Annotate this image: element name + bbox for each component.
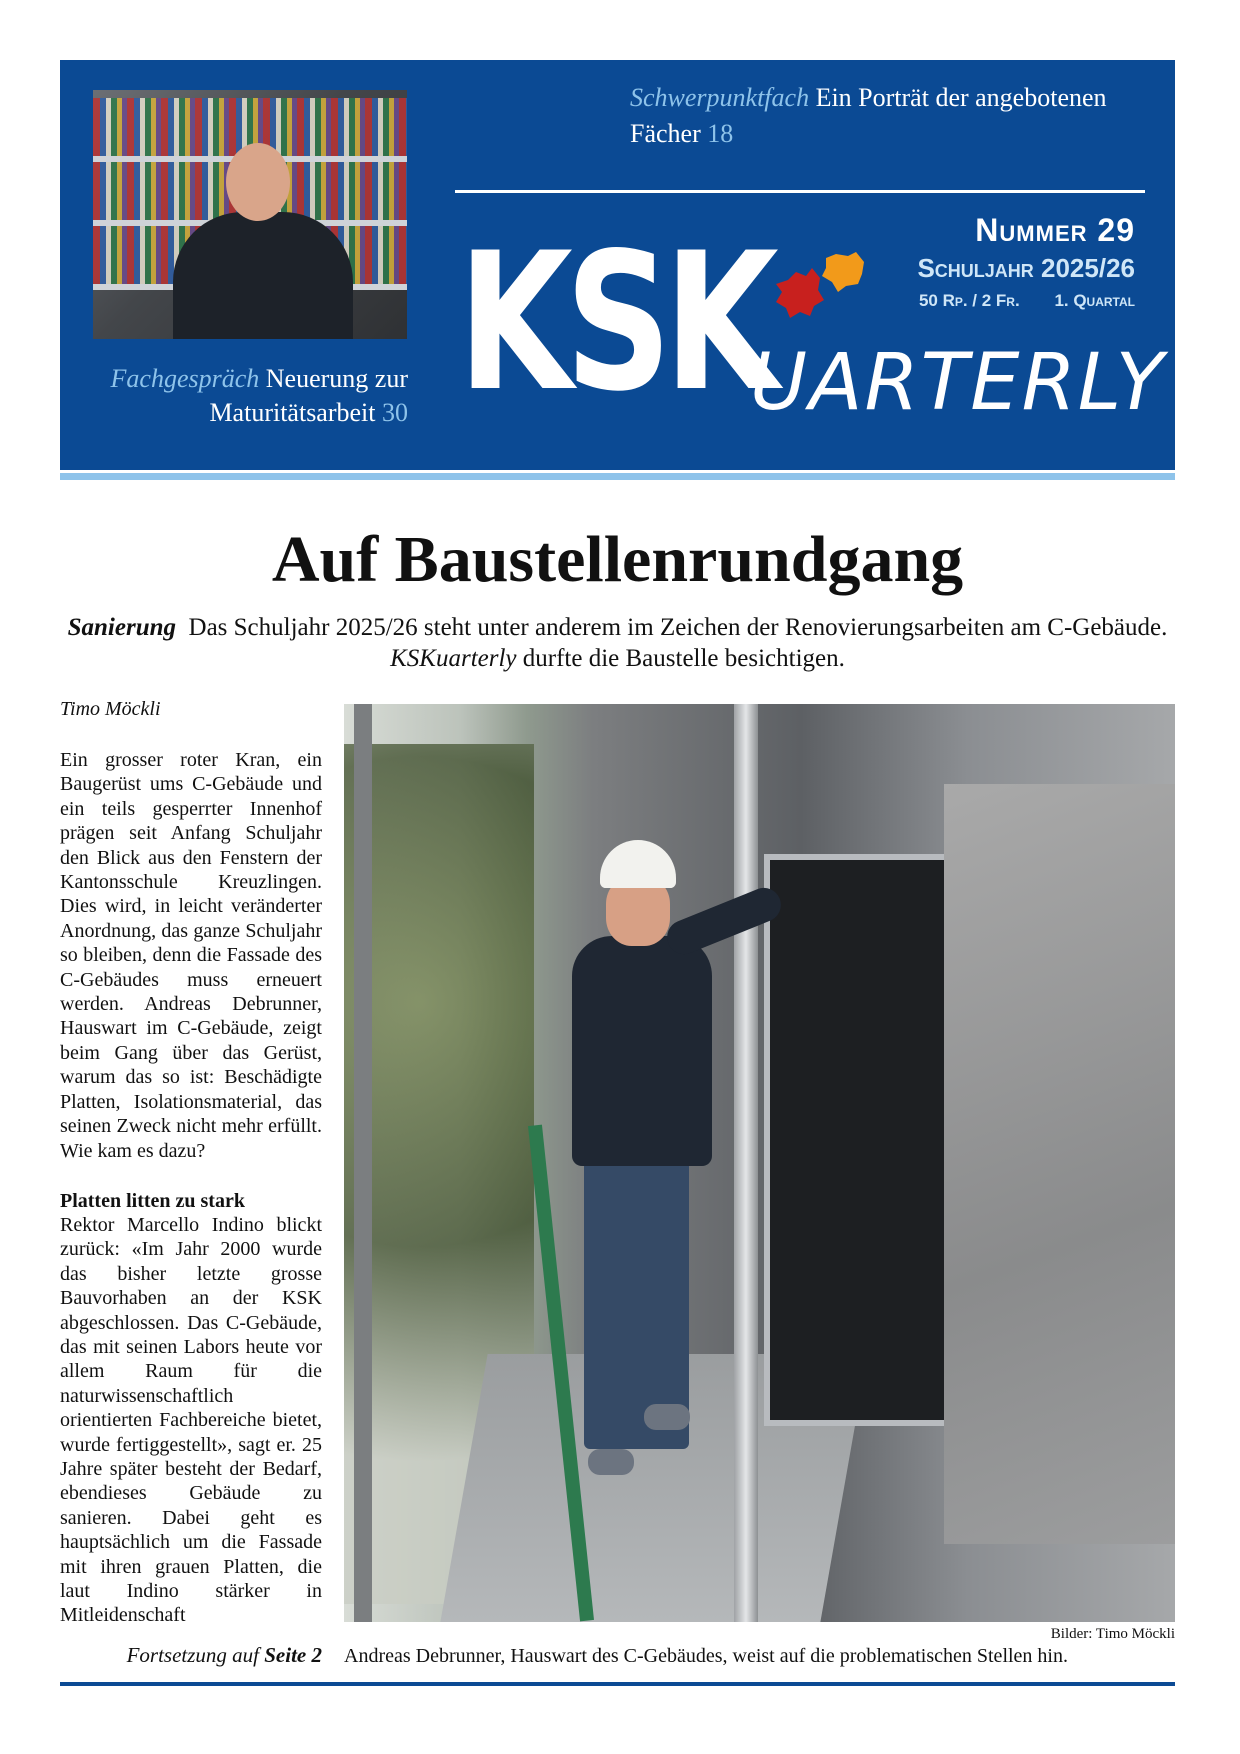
issue-info [917,210,1135,316]
teaser-left-page: 30 [382,398,408,427]
issue-quarter: 1. Quartal [1054,291,1135,310]
teaser-top-page: 18 [707,119,734,148]
teaser-left-text: Neuerung zur Maturitätsarbeit [209,364,408,427]
logo-ksk: KSK [458,212,772,433]
logo-uarterly: UARTERLY [750,338,1166,428]
lead-text-1: Das Schuljahr 2025/26 steht unter anderem im Zeichen der Renovierungsarbeiten am C-Gebäude. [188,614,1168,641]
lead-italic: KSKuarterly [390,645,517,672]
masthead [60,60,1175,470]
article-subheading: Platten litten zu stark [60,1189,245,1212]
continuation-prefix: Fortsetzung auf [126,1643,259,1667]
article-body [60,748,322,1628]
issue-price: 50 Rp. / 2 Fr. [918,291,1020,310]
teaser-left[interactable] [80,362,408,430]
teaser-top[interactable] [630,80,1130,152]
teaser-top-kicker: Schwerpunktfach [630,83,810,112]
article-photo-scaffolding [344,704,1175,1622]
paragraph-1: Ein grosser roter Kran, ein Baugerüst ums C-Gebäude und ein teils gesperrter Innenhof prägen seit Anfang Schuljahr den Blick aus den Fenstern der Kantonsschule Kreuzlingen. Dies wird, in leicht veränderter Anordnung, das ganze Schuljahr so bleiben, denn die Fassade des C-Gebäudes muss erneuert werden. Andreas Debrunner, Hauswart im C-Gebäude, zeigt beim Gang über das Gerüst, warum das so ist: Beschädigte Platten, Isolationsmaterial, das seinen Zweck nicht mehr erfüllt. Wie kam es dazu? [60,749,322,1162]
article-headline: Auf Baustellenrundgang [271,523,964,596]
photo-credit: Bilder: Timo Möckli [1050,1626,1175,1642]
issue-number: Nummer 29 [975,212,1135,248]
photo-caption: Andreas Debrunner, Hauswart des C-Gebäudes, weist auf die problematischen Stellen hin. [344,1645,1068,1667]
issue-meta [917,286,1135,316]
teaser-photo-portrait [93,90,407,339]
teaser-left-kicker: Fachgespräch [110,364,260,393]
paragraph-2: Rektor Marcello Indino blickt zurück: «Im Jahr 2000 wurde das bisher letzte grosse Bauvorhaben an der KSK abgeschlossen. Das C-Gebäude, das mit seinen Labors heute vor allem Raum für die naturwissenschaftlich orientierten Fachbereiche bietet, wurde fertiggestellt», sagt er. 25 Jahre später besteht der Bedarf, ebendieses Gebäude zu sanieren. Dabei geht es hauptsächlich um die Fassade mit ihren grauen Platten, die laut Indino stärker in Mitleidenschaft [60,1213,322,1627]
lead-kicker: Sanierung [67,614,177,641]
article-author: Timo Möckli [60,698,161,720]
article-lead [60,612,1175,674]
masthead-bottom-rule [60,473,1175,480]
logo-star-icon [760,250,870,340]
continuation-page: Seite 2 [264,1643,322,1667]
continuation-link[interactable] [60,1643,322,1668]
masthead-divider [455,190,1145,193]
teaser-top-text: Ein Porträt der angebotenen Fächer [630,83,1107,148]
lead-text-2: durfte die Baustelle besichtigen. [522,645,845,672]
school-year: Schuljahr 2025/26 [917,253,1135,283]
page-bottom-rule [60,1682,1175,1686]
